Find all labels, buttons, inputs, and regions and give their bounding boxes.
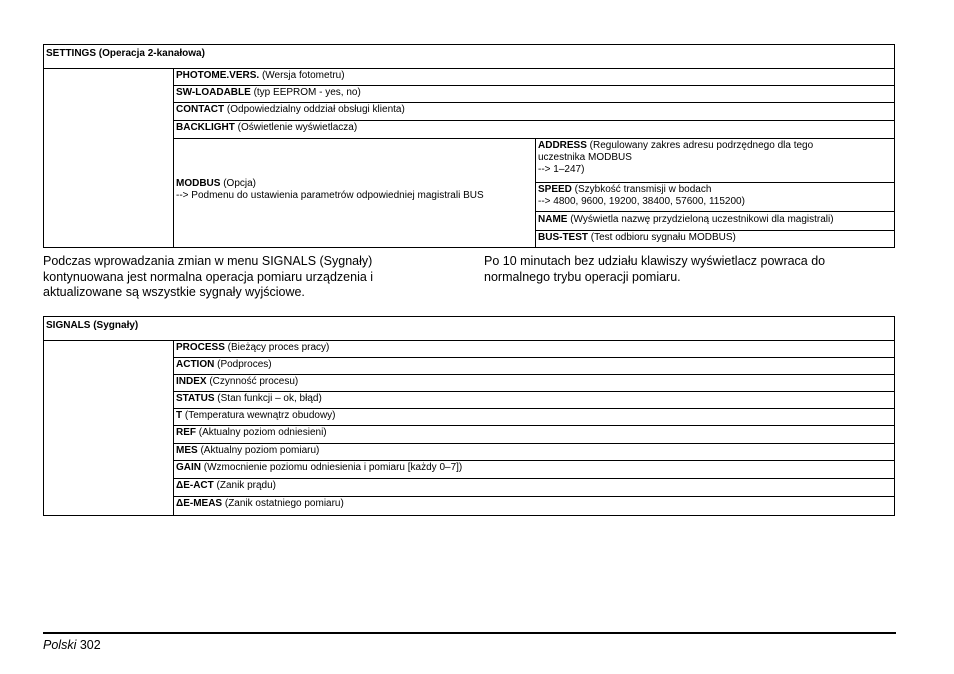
- signals-row: ΔE-ACT (Zanik prądu): [173, 478, 895, 497]
- signals-row: ACTION (Podproces): [173, 357, 895, 375]
- footer-divider: [43, 632, 896, 634]
- footer-language: Polski: [43, 638, 77, 652]
- page-footer: [43, 638, 101, 652]
- modbus-cell: MODBUS (Opcja) --> Podmenu do ustawienia parametrów odpowiedniej magistrali BUS: [173, 138, 536, 248]
- signals-table-title: SIGNALS (Sygnały): [43, 316, 895, 341]
- settings-row: PHOTOME.VERS. (Wersja fotometru): [173, 68, 895, 86]
- signals-row: INDEX (Czynność procesu): [173, 374, 895, 392]
- settings-left-column: [43, 68, 174, 248]
- signals-row: ΔE-MEAS (Zanik ostatniego pomiaru): [173, 496, 895, 516]
- paragraph-right: Po 10 minutach bez udziału klawiszy wyświetlacz powraca do normalnego trybu operacji pomiaru.: [484, 254, 826, 284]
- modbus-address-row: ADDRESS (Regulowany zakres adresu podrzędnego dla tego uczestnika MODBUS --> 1–247): [535, 138, 895, 183]
- signals-row: T (Temperatura wewnątrz obudowy): [173, 408, 895, 426]
- signals-row: MES (Aktualny poziom pomiaru): [173, 443, 895, 461]
- signals-row: GAIN (Wzmocnienie poziomu odniesienia i pomiaru [każdy 0–7]): [173, 460, 895, 479]
- signals-row: STATUS (Stan funkcji – ok, błąd): [173, 391, 895, 409]
- settings-table-title: SETTINGS (Operacja 2-kanałowa): [43, 44, 895, 69]
- settings-row: BACKLIGHT (Oświetlenie wyświetlacza): [173, 120, 895, 139]
- settings-row: SW-LOADABLE (typ EEPROM - yes, no): [173, 85, 895, 103]
- modbus-speed-row: SPEED (Szybkość transmisji w bodach --> 4800, 9600, 19200, 38400, 57600, 115200): [535, 182, 895, 212]
- footer-page-number: 302: [79, 638, 101, 652]
- modbus-name-row: NAME (Wyświetla nazwę przydzieloną uczestnikowi dla magistrali): [535, 211, 895, 231]
- settings-row: CONTACT (Odpowiedzialny oddział obsługi klienta): [173, 102, 895, 121]
- paragraph-left: Podczas wprowadzania zmian w menu SIGNALS (Sygnały) kontynuowana jest normalna operacja pomiaru urządzenia i aktualizowane są wszystkie sygnały wyjściowe.: [43, 254, 374, 299]
- signals-left-column: [43, 340, 174, 516]
- signals-row: REF (Aktualny poziom odniesieni): [173, 425, 895, 444]
- signals-row: PROCESS (Bieżący proces pracy): [173, 340, 895, 358]
- modbus-bus-test-row: BUS-TEST (Test odbioru sygnału MODBUS): [535, 230, 895, 248]
